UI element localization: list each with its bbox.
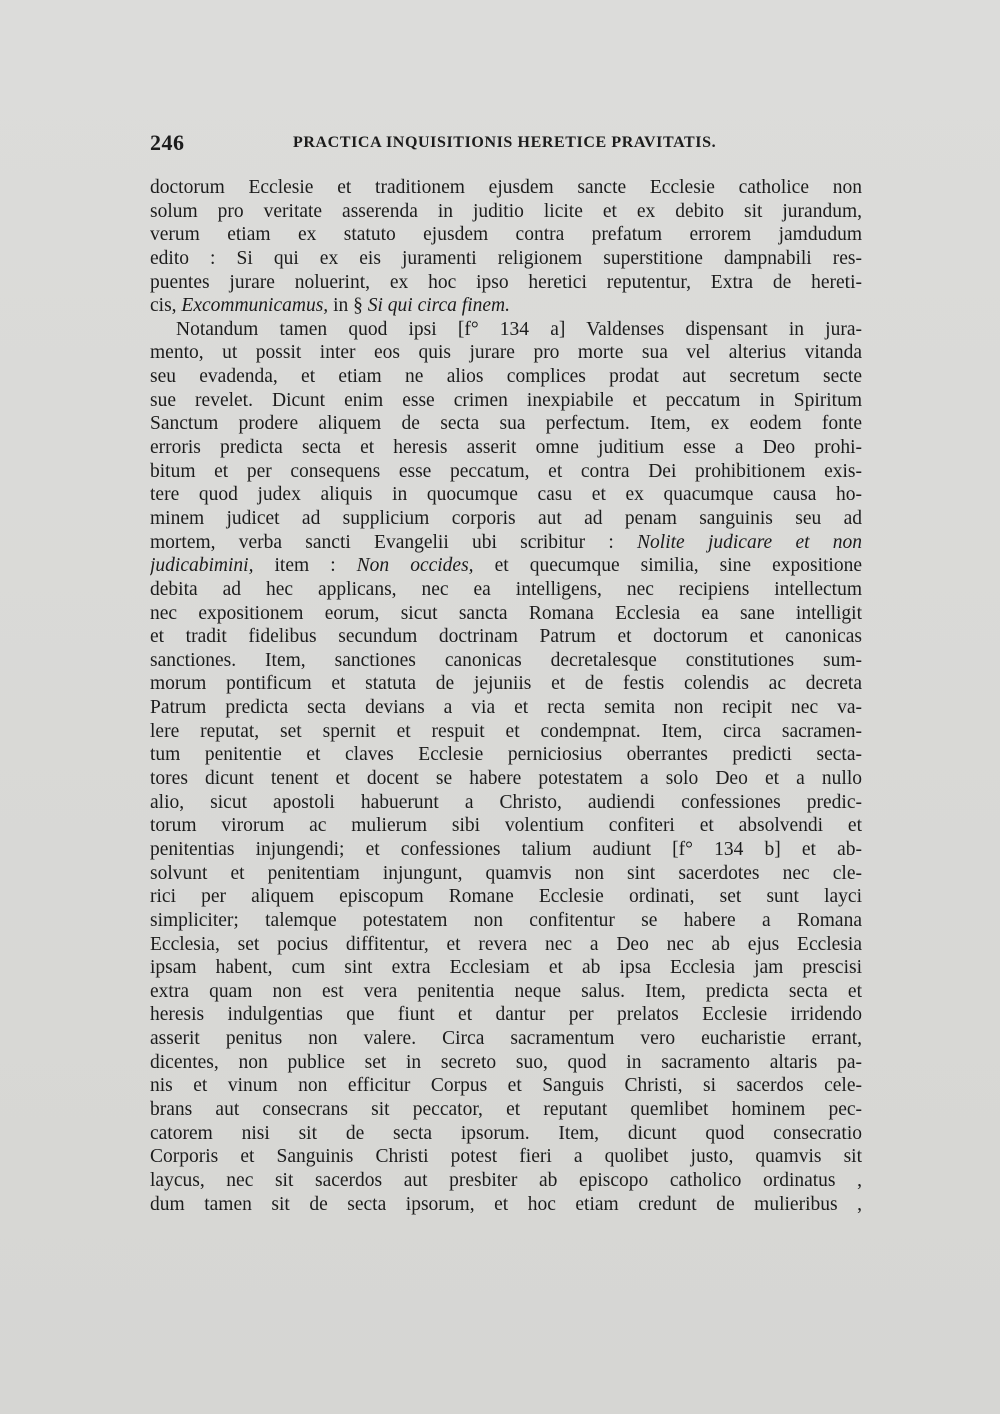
text-line — [150, 176, 862, 200]
text-segment: asserit penitus non valere. Circa sacramentum vero eucharistie errant, — [150, 1028, 862, 1050]
text-segment: et tradit fidelibus secundum doctrinam Patrum et doctorum et canonicas — [150, 626, 862, 648]
page-header — [150, 130, 862, 156]
text-segment: Ecclesia, set pocius diffitentur, et revera nec a Deo nec ab ejus Ecclesia — [150, 933, 862, 955]
italic-text: Nolite judicare et non — [637, 531, 862, 553]
text-line — [150, 814, 862, 838]
text-line — [150, 578, 862, 602]
text-segment: item : — [253, 555, 357, 577]
page-number: 246 — [150, 130, 185, 155]
text-line — [150, 341, 862, 365]
text-line — [150, 1169, 862, 1193]
text-line — [150, 1098, 862, 1122]
text-line — [150, 436, 862, 460]
text-line — [150, 696, 862, 720]
text-line — [150, 271, 862, 295]
text-line — [150, 1003, 862, 1027]
text-segment: penitentias injungendi; et confessiones talium audiunt [f° 134 b] et ab- — [150, 838, 862, 860]
text-segment: lere reputat, set spernit et respuit et condempnat. Item, circa sacramen- — [150, 720, 862, 742]
text-line — [150, 956, 862, 980]
text-segment: rici per aliquem episcopum Romane Ecclesie ordinati, set sunt layci — [150, 886, 862, 908]
text-segment: dicentes, non publice set in secreto suo, quod in sacramento altaris pa- — [150, 1051, 862, 1073]
text-line — [150, 625, 862, 649]
text-line — [150, 223, 862, 247]
text-segment: debita ad hec applicans, nec ea intelligens, nec recipiens intellectum — [150, 578, 862, 600]
text-line — [150, 720, 862, 744]
text-segment: brans aut consecrans sit peccator, et reputant quemlibet hominem pec- — [150, 1098, 862, 1120]
text-line — [150, 460, 862, 484]
text-line — [150, 672, 862, 696]
text-segment: Patrum predicta secta devians a via et recta semita non recipit nec va- — [150, 697, 862, 719]
text-line — [150, 743, 862, 767]
text-line — [150, 507, 862, 531]
text-line — [150, 554, 862, 578]
text-segment: edito : Si qui ex eis juramenti religionem superstitione dampnabili res- — [150, 247, 862, 269]
text-segment: simpliciter; talemque potestatem non confitentur se habere a Romana — [150, 909, 862, 931]
text-segment: torum virorum ac mulierum sibi volentium confiteri et absolvendi et — [150, 815, 862, 837]
text-segment: bitum et per consequens esse peccatum, et contra Dei prohibitionem exis- — [150, 460, 862, 482]
italic-text: Non occides, — [356, 555, 474, 577]
text-segment: nec expositionem eorum, sicut sancta Romana Ecclesia ea sane intelligit — [150, 602, 862, 624]
text-line — [150, 791, 862, 815]
text-line — [150, 247, 862, 271]
text-segment: minem judicet ad supplicium corporis aut ad penam sanguinis seu ad — [150, 507, 862, 529]
text-line — [150, 1051, 862, 1075]
italic-text: Excommunicamus, — [181, 295, 329, 317]
text-segment: dum tamen sit de secta ipsorum, et hoc etiam credunt de mulieribus , — [150, 1193, 862, 1215]
text-segment: solum pro veritate asserenda in juditio licite et ex debito sit jurandum, — [150, 200, 862, 222]
text-line — [150, 649, 862, 673]
text-line — [150, 483, 862, 507]
text-line — [150, 365, 862, 389]
text-line — [150, 909, 862, 933]
text-line — [150, 318, 862, 342]
text-line — [150, 531, 862, 555]
text-segment: tere quod judex aliquis in quocumque casu et ex quacumque causa ho- — [150, 484, 862, 506]
text-segment: sanctiones. Item, sanctiones canonicas decretalesque constitutiones sum- — [150, 649, 862, 671]
text-segment: Notandum tamen quod ipsi [f° 134 a] Valdenses dispensant in jura- — [176, 318, 862, 340]
text-line — [150, 933, 862, 957]
text-line — [150, 602, 862, 626]
text-line — [150, 200, 862, 224]
text-segment: alio, sicut apostoli habuerunt a Christo, audiendi confessiones predic- — [150, 791, 862, 813]
text-segment: Corporis et Sanguinis Christi potest fieri a quolibet justo, quamvis sit — [150, 1146, 862, 1168]
text-line — [150, 862, 862, 886]
text-line — [150, 1074, 862, 1098]
text-line — [150, 1122, 862, 1146]
text-segment: heresis indulgentias que fiunt et dantur per prelatos Ecclesie irridendo — [150, 1004, 862, 1026]
text-segment: tum penitentie et claves Ecclesie perniciosius oberrantes predicti secta- — [150, 744, 862, 766]
text-segment: extra quam non est vera penitentia neque salus. Item, predicta secta et — [150, 980, 862, 1002]
text-segment: morum pontificum et statuta de jejuniis et de festis colendis ac decreta — [150, 673, 862, 695]
text-segment: cis, — [150, 295, 182, 317]
text-segment: mento, ut possit inter eos quis jurare pro morte sua vel alterius vitanda — [150, 342, 862, 364]
text-line — [150, 767, 862, 791]
text-segment: laycus, nec sit sacerdos aut presbiter ab episcopo catholico ordinatus , — [150, 1169, 862, 1191]
text-segment: in § — [328, 295, 368, 317]
text-line — [150, 294, 862, 318]
text-line — [150, 412, 862, 436]
text-segment: mortem, verba sancti Evangelii ubi scribitur : — [150, 531, 638, 553]
text-line — [150, 1145, 862, 1169]
italic-text: judicabimini, — [150, 555, 254, 577]
text-segment: seu evadenda, et etiam ne alios complices prodat aut secretum secte — [150, 366, 862, 388]
text-line — [150, 1027, 862, 1051]
text-line — [150, 389, 862, 413]
text-segment: verum etiam ex statuto ejusdem contra prefatum errorem jamdudum — [150, 224, 862, 246]
text-line — [150, 980, 862, 1004]
text-line — [150, 1193, 862, 1217]
text-line — [150, 838, 862, 862]
text-segment: solvunt et penitentiam injungunt, quamvis non sint sacerdotes nec cle- — [150, 862, 862, 884]
text-segment: sue revelet. Dicunt enim esse crimen inexpiabile et peccatum in Spiritum — [150, 389, 862, 411]
text-segment: doctorum Ecclesie et traditionem ejusdem sancte Ecclesie catholice non — [150, 177, 862, 198]
text-segment: tores dicunt tenent et docent se habere potestatem a solo Deo et a nullo — [150, 768, 862, 790]
text-segment: nis et vinum non efficitur Corpus et Sanguis Christi, si sacerdos cele- — [150, 1075, 862, 1097]
text-segment: puentes jurare noluerint, ex hoc ipso heretici reputentur, Extra de hereti- — [150, 271, 862, 293]
text-segment: erroris predicta secta et heresis asserit omne juditium esse a Deo prohi- — [150, 437, 862, 459]
text-segment: ipsam habent, cum sint extra Ecclesiam et ab ipsa Ecclesia jam prescisi — [150, 957, 862, 979]
text-segment: et quecumque similia, sine expositione — [473, 555, 862, 577]
text-line — [150, 885, 862, 909]
body-text — [150, 176, 862, 1216]
text-segment: catorem nisi sit de secta ipsorum. Item, dicunt quod consecratio — [150, 1122, 862, 1144]
italic-text: Si qui circa finem. — [367, 295, 510, 317]
running-title: PRACTICA INQUISITIONIS HERETICE PRAVITATIS. — [293, 134, 717, 151]
text-segment: Sanctum prodere aliquem de secta sua perfectum. Item, ex eodem fonte — [150, 413, 862, 435]
